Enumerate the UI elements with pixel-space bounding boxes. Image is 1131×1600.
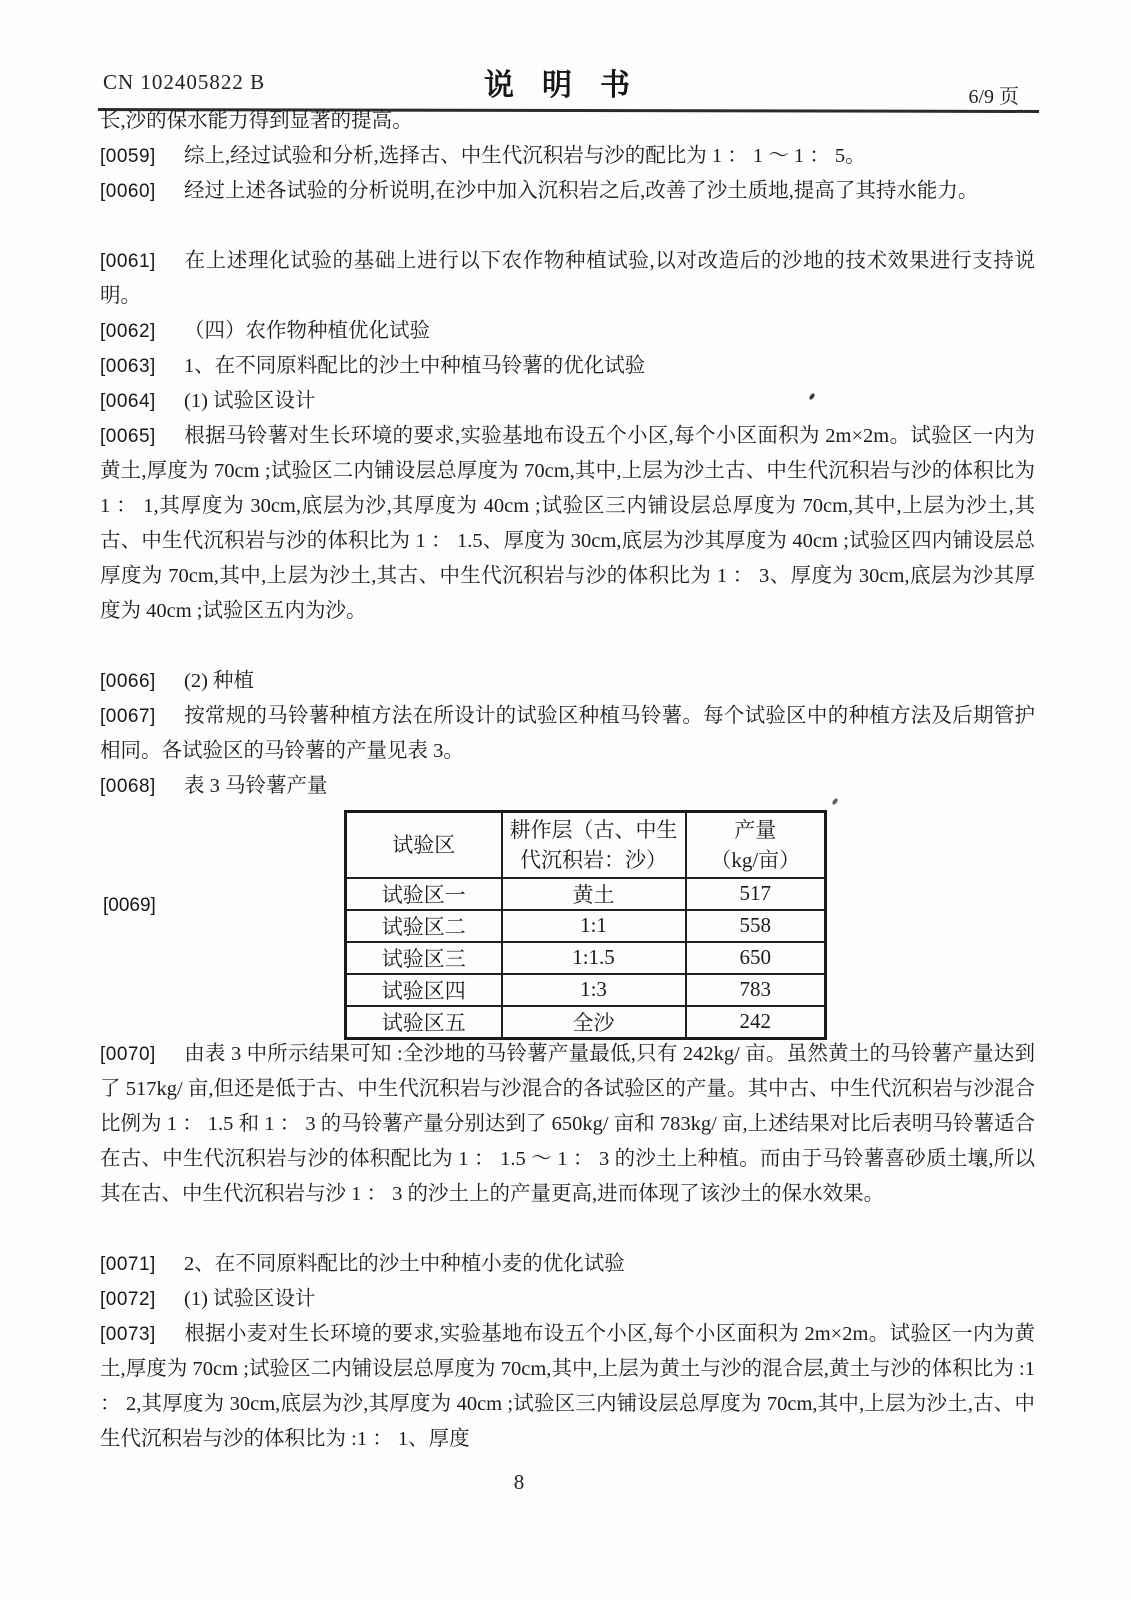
potato-yield-table [344, 810, 827, 1040]
table-header-test-area: 试验区 [346, 812, 502, 878]
paragraph-text: （四）农作物种植优化试验 [184, 320, 430, 342]
paragraph-text: (1) 试验区设计 [184, 1288, 316, 1310]
paragraph-0066 [100, 664, 1035, 699]
table-cell-area: 试验区五 [346, 1006, 502, 1039]
table-row [346, 1006, 826, 1039]
paragraph-number: [0063] [100, 356, 156, 377]
page-indicator: 6/9 页 [968, 86, 1019, 108]
table-header-line: 代沉积岩：沙） [520, 847, 667, 872]
table-cell-yield: 517 [686, 878, 826, 910]
table-cell-ratio: 1:3 [502, 974, 686, 1006]
paragraph-number: [0067] [100, 706, 156, 727]
paragraph-text: (2) 种植 [184, 670, 255, 692]
paragraph-text: (1) 试验区设计 [184, 390, 316, 412]
paragraph-number: [0062] [100, 321, 156, 342]
table-header-line: 耕作层（古、中生 [509, 817, 678, 842]
paragraph-number: [0059] [100, 146, 156, 167]
paragraph-text: 由表 3 中所示结果可知 :全沙地的马铃薯产量最低,只有 242kg/ 亩。虽然黄土的马铃薯产量达到了 517kg/ 亩,但还是低于古、中生代沉积岩与沙混合的各试验区的产量。其中古、中生代沉积岩与沙混合比例为 1 ： 1.5 和 1 ： 3 的马铃薯产量分别达到了 650kg/ 亩和 783kg/ 亩,上述结果对比后表明马铃薯适合在古、中生代沉积岩与沙的体积配比为 1 ： 1.5 ～ 1 ： 3 的沙土上种植。而由于马铃薯喜砂质土壤,所以其在古、中生代沉积岩与沙 1 ： 3 的沙土上的产量更高,进而体现了该沙土的保水效果。 [100, 1043, 1035, 1205]
table-cell-yield: 650 [686, 942, 826, 974]
paragraph-number: [0071] [100, 1254, 156, 1275]
table-cell-yield: 558 [686, 910, 826, 942]
table-row [346, 942, 826, 974]
table-header-line: 产量 [734, 817, 777, 842]
paragraph-0065 [100, 419, 1035, 629]
paragraph-text: 综上,经过试验和分析,选择古、中生代沉积岩与沙的配比为 1 ： 1 ～ 1 ： 5。 [184, 145, 866, 167]
paragraph-text: 2、在不同原料配比的沙土中种植小麦的优化试验 [184, 1253, 625, 1275]
table-cell-ratio: 黄土 [502, 878, 686, 910]
paragraph-number: [0064] [100, 391, 156, 412]
paragraph-0061 [100, 244, 1035, 314]
paragraph-0062 [100, 314, 1035, 349]
table-header-line: （kg/亩） [710, 847, 801, 872]
paragraph-0073 [100, 1317, 1035, 1457]
paragraph-number: [0061] [100, 251, 156, 272]
paragraph-number: [0073] [100, 1324, 156, 1345]
table-cell-yield: 242 [686, 1006, 826, 1039]
paragraph-0060 [100, 174, 1035, 209]
publication-number: CN 102405822 B [103, 70, 266, 94]
table-cell-area: 试验区四 [346, 974, 502, 1006]
table-header-yield [686, 812, 826, 878]
paragraph-text: 表 3 马铃薯产量 [184, 775, 328, 797]
paragraph-0059 [100, 139, 1035, 174]
paragraph-0067 [100, 699, 1035, 769]
paragraph-0072 [100, 1282, 1035, 1317]
paragraph-0070 [100, 1037, 1035, 1212]
paragraph-text: 在上述理化试验的基础上进行以下农作物种植试验,以对改造后的沙地的技术效果进行支持说明。 [100, 250, 1035, 307]
table-row [346, 878, 826, 910]
table-header-tillage-layer [502, 812, 686, 878]
paragraph-0064 [100, 384, 1035, 419]
paragraph-number: [0070] [100, 1044, 156, 1065]
paragraph-text: 1、在不同原料配比的沙土中种植马铃薯的优化试验 [184, 355, 646, 377]
paragraph-number-0069: [0069] [103, 895, 156, 916]
paragraph-number: [0060] [100, 181, 156, 202]
paragraph-number: [0066] [100, 671, 156, 692]
table-cell-area: 试验区二 [346, 910, 502, 942]
table-row [346, 910, 826, 942]
table-header-row [346, 812, 826, 878]
table-cell-ratio: 1:1 [502, 910, 686, 942]
table-cell-ratio: 全沙 [502, 1006, 686, 1039]
paragraph-number: [0068] [100, 776, 156, 797]
table-cell-ratio: 1:1.5 [502, 942, 686, 974]
table-cell-area: 试验区三 [346, 942, 502, 974]
paragraph-text: 按常规的马铃薯种植方法在所设计的试验区种植马铃薯。每个试验区中的种植方法及后期管护相同。各试验区的马铃薯的产量见表 3。 [100, 705, 1035, 762]
footer-page-number: 8 [513, 1470, 525, 1494]
paragraph-text: 长,沙的保水能力得到显著的提高。 [100, 110, 413, 132]
paragraph-number: [0065] [100, 426, 156, 447]
paragraph-continuation [100, 104, 1035, 139]
paragraph-text: 根据小麦对生长环境的要求,实验基地布设五个小区,每个小区面积为 2m×2m。试验区一内为黄土,厚度为 70cm ;试验区二内铺设层总厚度为 70cm,其中,上层为黄土与沙的混合层,黄土与沙的体积比为 :1 ： 2,其厚度为 30cm,底层为沙,其厚度为 40cm ;试验区三内铺设层总厚度为 70cm,其中,上层为沙土,古、中生代沉积岩与沙的体积比为 :1 ： 1、厚度 [100, 1323, 1035, 1450]
paragraph-text: 根据马铃薯对生长环境的要求,实验基地布设五个小区,每个小区面积为 2m×2m。试验区一内为黄土,厚度为 70cm ;试验区二内铺设层总厚度为 70cm,其中,上层为沙土古、中生代沉积岩与沙的体积比为 1 ： 1,其厚度为 30cm,底层为沙,其厚度为 40cm ;试验区三内铺设层总厚度为 70cm,其中,上层为沙土,其古、中生代沉积岩与沙的体积比为 1 ： 1.5、厚度为 30cm,底层为沙其厚度为 40cm ;试验区四内铺设层总厚度为 70cm,其中,上层为沙土,其古、中生代沉积岩与沙的体积比为 1 ： 3、厚度为 30cm,底层为沙其厚度为 40cm ;试验区五内为沙。 [100, 425, 1035, 622]
paragraph-number: [0072] [100, 1289, 156, 1310]
document-title: 说明书 [484, 69, 658, 102]
table-row [346, 974, 826, 1006]
paragraph-text: 经过上述各试验的分析说明,在沙中加入沉积岩之后,改善了沙土质地,提高了其持水能力。 [184, 180, 979, 202]
paragraph-0068-table-caption [100, 769, 1035, 804]
table-cell-yield: 783 [686, 974, 826, 1006]
table-cell-area: 试验区一 [346, 878, 502, 910]
paragraph-0063 [100, 349, 1035, 384]
paragraph-0071 [100, 1247, 1035, 1282]
